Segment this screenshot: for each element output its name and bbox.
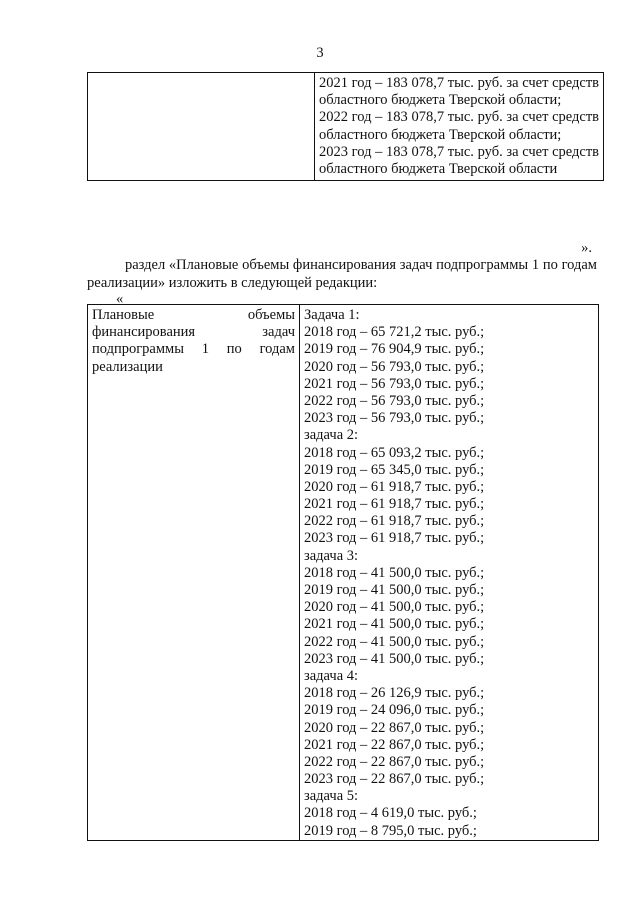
year-amount: 2022 год – 61 918,7 тыс. руб.; xyxy=(304,513,485,530)
label-word: реализации xyxy=(92,358,163,375)
top-table-right-cell xyxy=(315,73,604,181)
year-amount: 2020 год – 61 918,7 тыс. руб.; xyxy=(304,478,485,495)
year-amount: 2023 год – 61 918,7 тыс. руб.; xyxy=(304,530,485,547)
year-amount: 2022 год – 22 867,0 тыс. руб.; xyxy=(304,753,485,770)
year-amount: 2018 год – 26 126,9 тыс. руб.; xyxy=(304,685,485,702)
financing-table xyxy=(87,304,599,841)
financing-values-cell xyxy=(300,305,599,841)
year-amount: 2019 год – 41 500,0 тыс. руб.; xyxy=(304,582,485,598)
top-table xyxy=(87,72,604,181)
label-word: по xyxy=(226,341,242,358)
year-amount: 2022 год – 56 793,0 тыс. руб.; xyxy=(304,392,485,409)
year-amount: 2023 год – 22 867,0 тыс. руб.; xyxy=(304,771,485,788)
financing-lines xyxy=(304,307,594,840)
funding-entry-2022: 2022 год – 183 078,7 тыс. руб. за счет средств областного бюджета Тверской области; xyxy=(319,109,599,143)
year-amount: 2021 год – 56 793,0 тыс. руб.; xyxy=(304,375,485,392)
financing-label xyxy=(92,307,295,376)
year-amount: 2020 год – 22 867,0 тыс. руб.; xyxy=(304,719,485,736)
task-heading: задача 2: xyxy=(304,427,359,444)
year-amount: 2018 год – 65 721,2 тыс. руб.; xyxy=(304,324,485,341)
label-word: Плановые xyxy=(92,307,155,323)
year-amount: 2018 год – 41 500,0 тыс. руб.; xyxy=(304,564,485,581)
task-heading: задача 5: xyxy=(304,788,359,805)
funding-entry-2021: 2021 год – 183 078,7 тыс. руб. за счет средств областного бюджета Тверской области; xyxy=(319,75,599,109)
year-amount: 2023 год – 56 793,0 тыс. руб.; xyxy=(304,410,485,427)
year-amount: 2020 год – 56 793,0 тыс. руб.; xyxy=(304,358,485,375)
closing-quote: ». xyxy=(581,240,592,256)
year-amount: 2021 год – 22 867,0 тыс. руб.; xyxy=(304,736,485,753)
amendment-paragraph: раздел «Плановые объемы финансирования задач подпрограммы 1 по годам реализации» изложить в следующей редакции: xyxy=(87,257,597,291)
table-row xyxy=(88,305,599,841)
year-amount: 2021 год – 41 500,0 тыс. руб.; xyxy=(304,616,485,633)
table-row xyxy=(88,73,604,181)
label-word: годам xyxy=(259,341,295,358)
financing-label-cell xyxy=(88,305,300,841)
year-amount: 2019 год – 24 096,0 тыс. руб.; xyxy=(304,702,485,719)
year-amount: 2018 год – 65 093,2 тыс. руб.; xyxy=(304,444,485,461)
label-word: подпрограммы xyxy=(92,341,184,358)
year-amount: 2020 год – 41 500,0 тыс. руб.; xyxy=(304,599,485,616)
page-number: 3 xyxy=(316,45,324,61)
task-heading: задача 4: xyxy=(304,667,359,684)
label-line xyxy=(92,341,295,358)
task-heading: Задача 1: xyxy=(304,307,360,323)
label-line xyxy=(92,324,295,341)
year-amount: 2022 год – 41 500,0 тыс. руб.; xyxy=(304,633,485,650)
year-amount: 2019 год – 8 795,0 тыс. руб.; xyxy=(304,822,477,839)
opening-quote: « xyxy=(116,291,124,307)
year-amount: 2019 год – 65 345,0 тыс. руб.; xyxy=(304,461,485,478)
label-line xyxy=(92,307,295,324)
year-amount: 2021 год – 61 918,7 тыс. руб.; xyxy=(304,496,485,513)
task-heading: задача 3: xyxy=(304,547,359,564)
label-line xyxy=(92,359,295,376)
label-word: объемы xyxy=(247,307,295,323)
funding-entry-2023: 2023 год – 183 078,7 тыс. руб. за счет средств областного бюджета Тверской области xyxy=(319,143,599,178)
top-table-left-cell xyxy=(88,73,315,181)
label-word: финансирования xyxy=(92,324,196,341)
year-amount: 2023 год – 41 500,0 тыс. руб.; xyxy=(304,650,485,667)
label-word: 1 xyxy=(201,341,209,358)
year-amount: 2019 год – 76 904,9 тыс. руб.; xyxy=(304,341,485,358)
label-word: задач xyxy=(262,324,295,341)
year-amount: 2018 год – 4 619,0 тыс. руб.; xyxy=(304,805,477,822)
